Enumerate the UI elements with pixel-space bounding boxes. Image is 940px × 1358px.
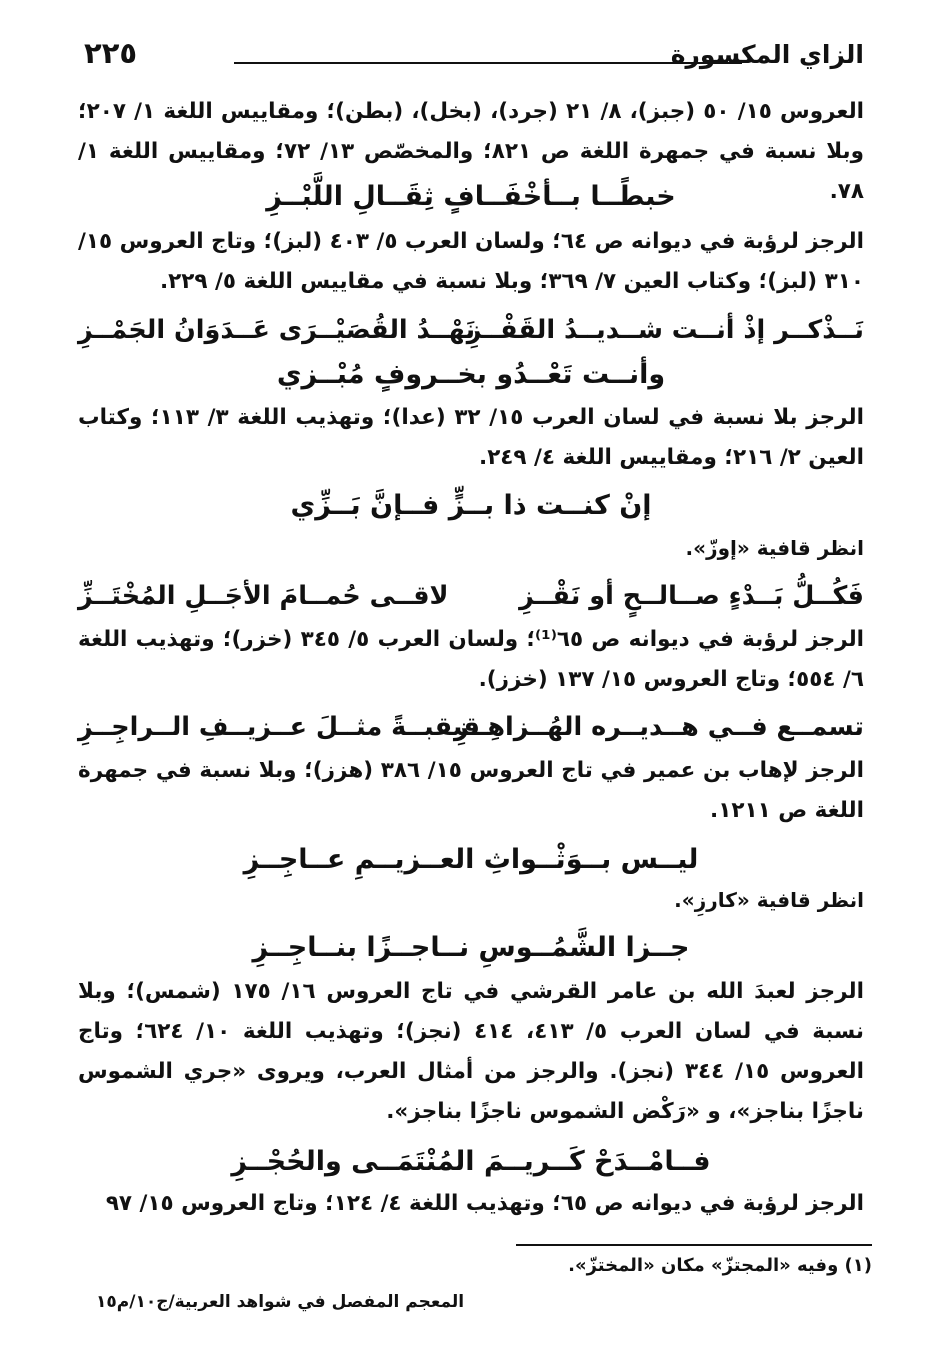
cross-reference: انظر قافية «إوزّ». <box>685 536 864 560</box>
footnote-rule <box>516 1244 872 1246</box>
verse-first-hemistich: نَــذْكــر إذْ أنــت شــديــدُ القَفْــزِ <box>466 315 864 345</box>
citation-paragraph: العروس ١٥/ ٥٠ (جبز)، ٨/ ٢١ (جرد)، (بخل)، (بطن)؛ ومقاييس اللغة ١/ ٢٠٧؛ وبلا نسبة في جمهرة اللغة ص ٨٢١؛ والمخصّص ١٣/ ٧٢؛ ومقاييس اللغة ١/ ٧٨. <box>78 99 865 204</box>
citation-paragraph: الرجز لإهاب بن عمير في تاج العروس ١٥/ ٣٨٦ (هزز)؛ وبلا نسبة في جمهرة اللغة ص ١٢١١. <box>78 758 864 823</box>
citation-paragraph: الرجز لعبدَ الله بن عامر القرشي في تاج العروس ١٦/ ١٧٥ (شمس)؛ وبلا نسبة في لسان العرب ٥/ ٤١٣، ٤١٤ (نجز)؛ وتهذيب اللغة ١٠/ ٦٢٤؛ وتاج العروس ١٥/ ٣٤٤ (نجز). والرجز من أمثال العرب، ويروى «جري الشموس ناجزًا بناجز»، و «رَكْض الشموس ناجزًا بناجز». <box>78 979 864 1124</box>
page-number: ٢٢٥ <box>84 36 138 70</box>
verse-pair <box>78 310 864 350</box>
verse-line: جــزا الشَّمُــوسِ نــاجــزًا بنــاجِــزِ <box>252 932 690 963</box>
verse-line: خبطًــا بــأخْفَــافٍ ثِقَــالِ اللَّبْــزِ <box>266 181 676 212</box>
verse-line: إنْ كنــت ذا بــزٍّ فــإنَّ بَــزِّي <box>290 490 652 521</box>
book-footer: المعجم المفصل في شواهد العربية/ج١٠/م١٥ <box>96 1292 465 1312</box>
verse-first-hemistich: تسمــع فــي هــديــره الهُــزاهِــزِ <box>454 712 864 742</box>
citation-paragraph: الرجز لرؤبة في ديوانه ص ٦٥؛ وتهذيب اللغة ٤/ ١٢٤؛ وتاج العروس ١٥/ ٩٧ <box>105 1191 864 1216</box>
cross-reference: انظر قافية «كارزِ». <box>674 888 864 912</box>
verse-first-hemistich: فَكُــلُّ بَــدْءٍ صــالــحٍ أو نَقْــزِ <box>519 581 864 611</box>
citation-paragraph: الرجز لرؤبة في ديوانه ص ٦٥⁽¹⁾؛ ولسان العرب ٥/ ٣٤٥ (خزر)؛ وتهذيب اللغة ٦/ ٥٥٤؛ وتاج العروس ١٥/ ١٣٧ (خزز). <box>78 627 865 692</box>
verse-pair <box>78 576 864 616</box>
verse-second-hemistich: قبقبــةً مثــلَ عــزيــفِ الــراجِــزِ <box>78 712 480 742</box>
verse-second-hemistich: لاقــى حُمــامَ الأجَــلِ المُخْتَــزِّ <box>78 581 449 611</box>
verse-second-hemistich: نَهْــدُ القُصَيْــرَى عَــدَوَانُ الجَمْــزِ <box>78 315 476 345</box>
citation-paragraph: الرجز لرؤبة في ديوانه ص ٦٤؛ ولسان العرب ٥/ ٤٠٣ (لبز)؛ وتاج العروس ١٥/ ٣١٠ (لبز)؛ وكتاب العين ٧/ ٣٦٩؛ وبلا نسبة في مقاييس اللغة ٥/ ٢٢٩. <box>78 229 864 294</box>
citation-paragraph: الرجز بلا نسبة في لسان العرب ١٥/ ٣٢ (عدا)؛ وتهذيب اللغة ٣/ ١١٣؛ وكتاب العين ٢/ ٢١٦؛ ومقاييس اللغة ٤/ ٢٤٩. <box>78 405 864 470</box>
chapter-title: الزاي المكسورة <box>670 40 864 69</box>
verse-line: فــامْــدَحْ كَــريــمَ المُنْتَمَــى والحُجْــزِ <box>231 1146 711 1177</box>
footnote: (١) وفيه «المجتزّ» مكان «المختزّ». <box>568 1255 872 1276</box>
verse-pair <box>78 707 864 747</box>
verse-line: وأنــت تَعْــدُو بخــروفٍ مُبْــزي <box>276 359 666 390</box>
page-header <box>84 34 864 74</box>
verse-line: ليــس بــوَثْــواثِ العــزيــمِ عــاجِــزِ <box>243 844 699 875</box>
header-rule <box>234 62 742 64</box>
